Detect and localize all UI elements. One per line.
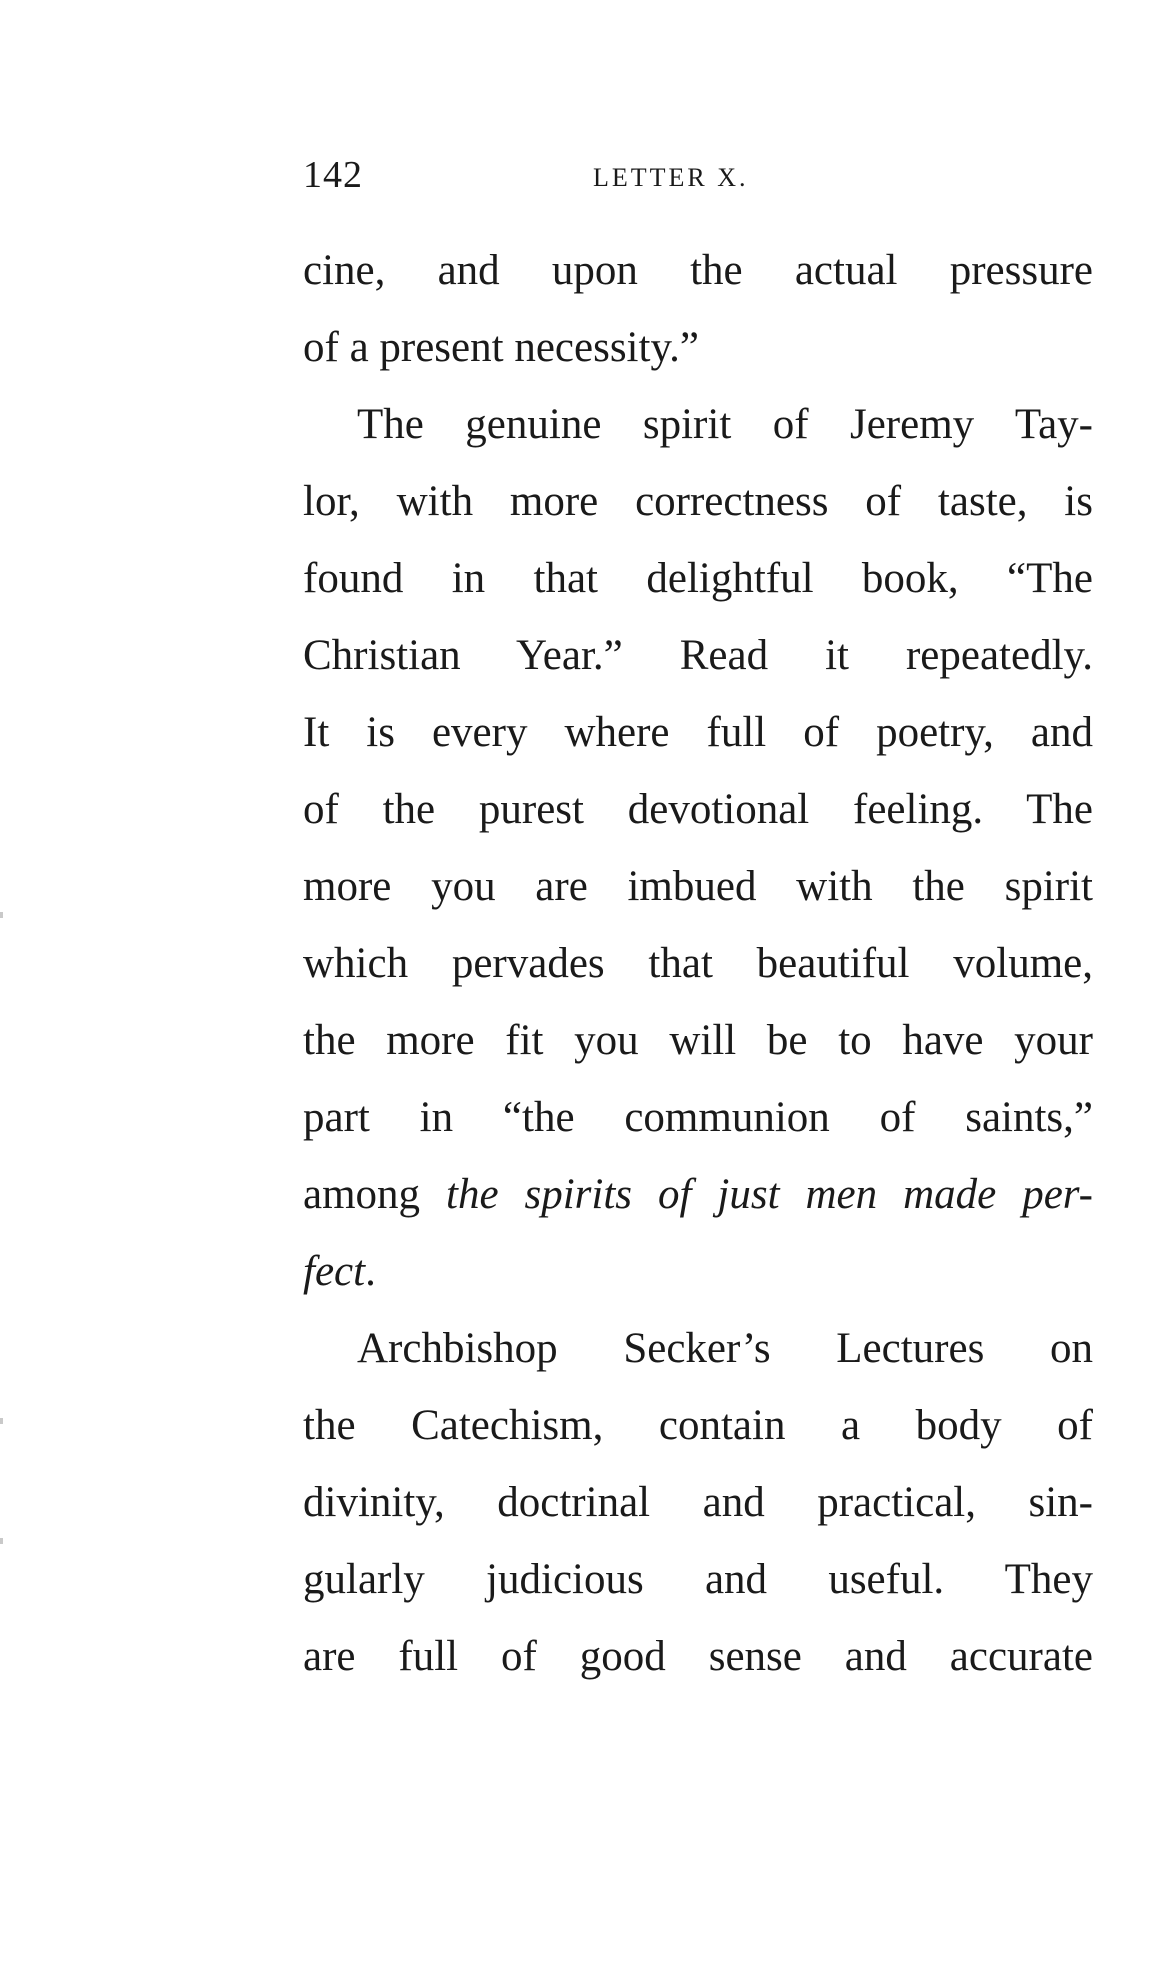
text-line: divinity, doctrinal and practical, sin-	[303, 1479, 1093, 1526]
text-line: cine, and upon the actual pressure	[303, 247, 1093, 294]
text-line: of the purest devotional feeling. The	[303, 786, 1093, 833]
text-line: Archbishop Secker’s Lectures on	[357, 1325, 1093, 1372]
text-line: the Catechism, contain a body of	[303, 1402, 1093, 1449]
scan-speck	[0, 912, 3, 918]
text-line: of a present necessity.”	[303, 324, 699, 371]
running-title: LETTER X.	[593, 163, 749, 192]
text-line: It is every where full of poetry, and	[303, 709, 1093, 756]
text-line: found in that delightful book, “The	[303, 555, 1093, 602]
page-number: 142	[303, 154, 363, 196]
text-line: part in “the communion of saints,”	[303, 1094, 1093, 1141]
text-line: the more fit you will be to have your	[303, 1017, 1093, 1064]
text-line: gularly judicious and useful. They	[303, 1556, 1093, 1603]
text-line	[303, 1156, 1093, 1233]
text-line: The genuine spirit of Jeremy Tay-	[357, 401, 1093, 448]
italic-text-run: fect	[303, 1248, 366, 1295]
text-line: which pervades that beautiful volume,	[303, 940, 1093, 987]
text-line: lor, with more correctness of taste, is	[303, 478, 1093, 525]
scan-speck	[0, 1418, 3, 1424]
text-line: more you are imbued with the spirit	[303, 863, 1093, 910]
text-line: Christian Year.” Read it repeatedly.	[303, 632, 1093, 679]
text-run: among	[303, 1171, 446, 1218]
text-run: .	[365, 1248, 376, 1295]
body-text	[303, 232, 1093, 1695]
scan-speck	[0, 1538, 3, 1544]
italic-text-run: the spirits of just men made per-	[446, 1171, 1093, 1218]
text-line: are full of good sense and accurate	[303, 1633, 1093, 1680]
running-head	[303, 150, 1093, 200]
text-line	[303, 1233, 1093, 1310]
